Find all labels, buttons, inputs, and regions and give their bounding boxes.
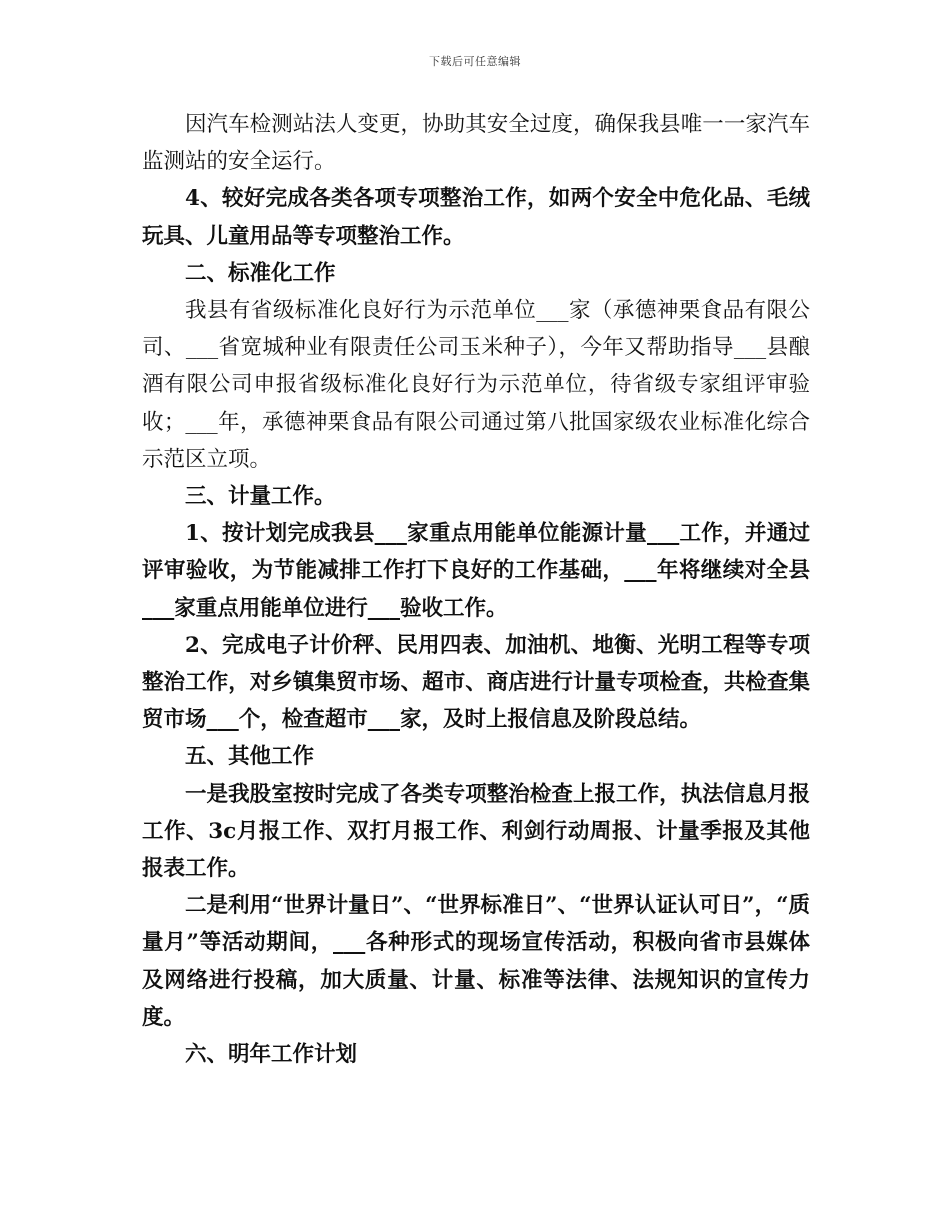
document-body	[142, 106, 810, 1073]
paragraph-3: 我县有省级标准化良好行为示范单位___家（承德神栗食品有限公司、___省宽城种业有限责任公司玉米种子），今年又帮助指导___县酿酒有限公司申报省级标准化良好行为示范单位，待省级专家组评审验收；___年，承德神栗食品有限公司通过第八批国家级农业标准化综合示范区立项。	[142, 298, 810, 472]
paragraph-5: 2、完成电子计价秤、民用四表、加油机、地衡、光明工程等专项整治工作，对乡镇集贸市场、超市、商店进行计量专项检查，共检查集贸市场___个，检查超市___家，及时上报信息及阶段总结。	[142, 632, 810, 733]
paragraph-1: 因汽车检测站法人变更，协助其安全过度，确保我县唯一一家汽车监测站的安全运行。	[142, 112, 810, 175]
section-heading-other-work: 五、其他工作	[185, 744, 315, 770]
paragraph-2: 4、较好完成各类各项专项整治工作，如两个安全中危化品、毛绒玩具、儿童用品等专项整治工作。	[142, 186, 810, 249]
paragraph-6: 一是我股室按时完成了各类专项整治检查上报工作，执法信息月报工作、3c月报工作、双打月报工作、利剑行动周报、计量季报及其他报表工作。	[142, 781, 810, 882]
section-heading-standardization: 二、标准化工作	[185, 260, 336, 286]
page-header: 下载后可任意编辑	[429, 55, 521, 68]
section-heading-next-year-plan: 六、明年工作计划	[185, 1042, 358, 1068]
paragraph-7: 二是利用“世界计量日”、“世界标准日”、“世界认证认可日”，“质量月”等活动期间，___各种形式的现场宣传活动，积极向省市县媒体及网络进行投稿，加大质量、计量、标准等法律、法规知识的宣传力度。	[142, 893, 810, 1030]
section-heading-metrology: 三、计量工作。	[185, 484, 336, 510]
paragraph-4: 1、按计划完成我县___家重点用能单位能源计量___工作，并通过评审验收，为节能减排工作打下良好的工作基础，___年将继续对全县___家重点用能单位进行___验收工作。	[142, 521, 810, 621]
